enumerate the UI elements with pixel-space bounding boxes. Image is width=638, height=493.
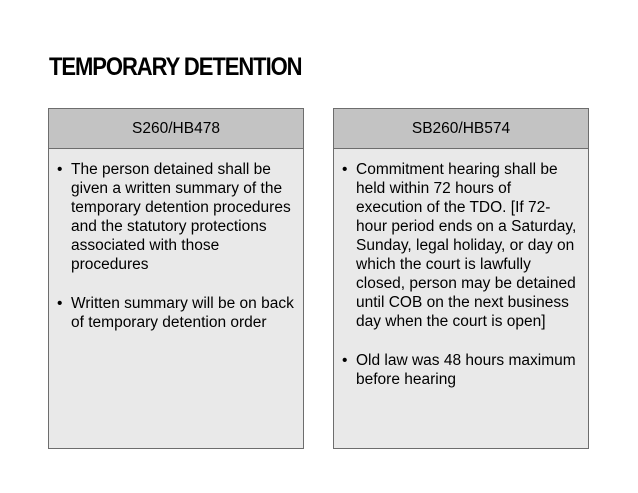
bullet-text: Written summary will be on back of temporary detention order	[71, 295, 294, 331]
bullet-point-icon: •	[342, 352, 348, 369]
list-item	[57, 294, 295, 332]
bullet-point-icon: •	[342, 161, 348, 178]
bullet-text: Commitment hearing shall be held within 72 hours of execution of the TDO. [If 72-hour period ends on a Saturday, Sunday, legal holiday, or day on which the court is lawfully closed, person may be detained until COB on the next business day when the court is open]	[356, 161, 577, 330]
left-column-header: S260/HB478	[49, 109, 303, 149]
list-item	[342, 160, 580, 331]
bullet-point-icon: •	[57, 161, 63, 178]
bullet-text: The person detained shall be given a written summary of the temporary detention procedures and the statutory protections associated with those procedures	[71, 161, 291, 273]
left-column-body	[49, 149, 303, 448]
bullet-text: Old law was 48 hours maximum before hearing	[356, 352, 576, 388]
bullet-point-icon: •	[57, 295, 63, 312]
right-column-header: SB260/HB574	[334, 109, 588, 149]
slide-title: TEMPORARY DETENTION	[49, 53, 302, 81]
list-item	[57, 160, 295, 274]
left-column-panel	[48, 108, 304, 449]
right-column-body	[334, 149, 588, 448]
right-column-panel	[333, 108, 589, 449]
list-item	[342, 351, 580, 389]
